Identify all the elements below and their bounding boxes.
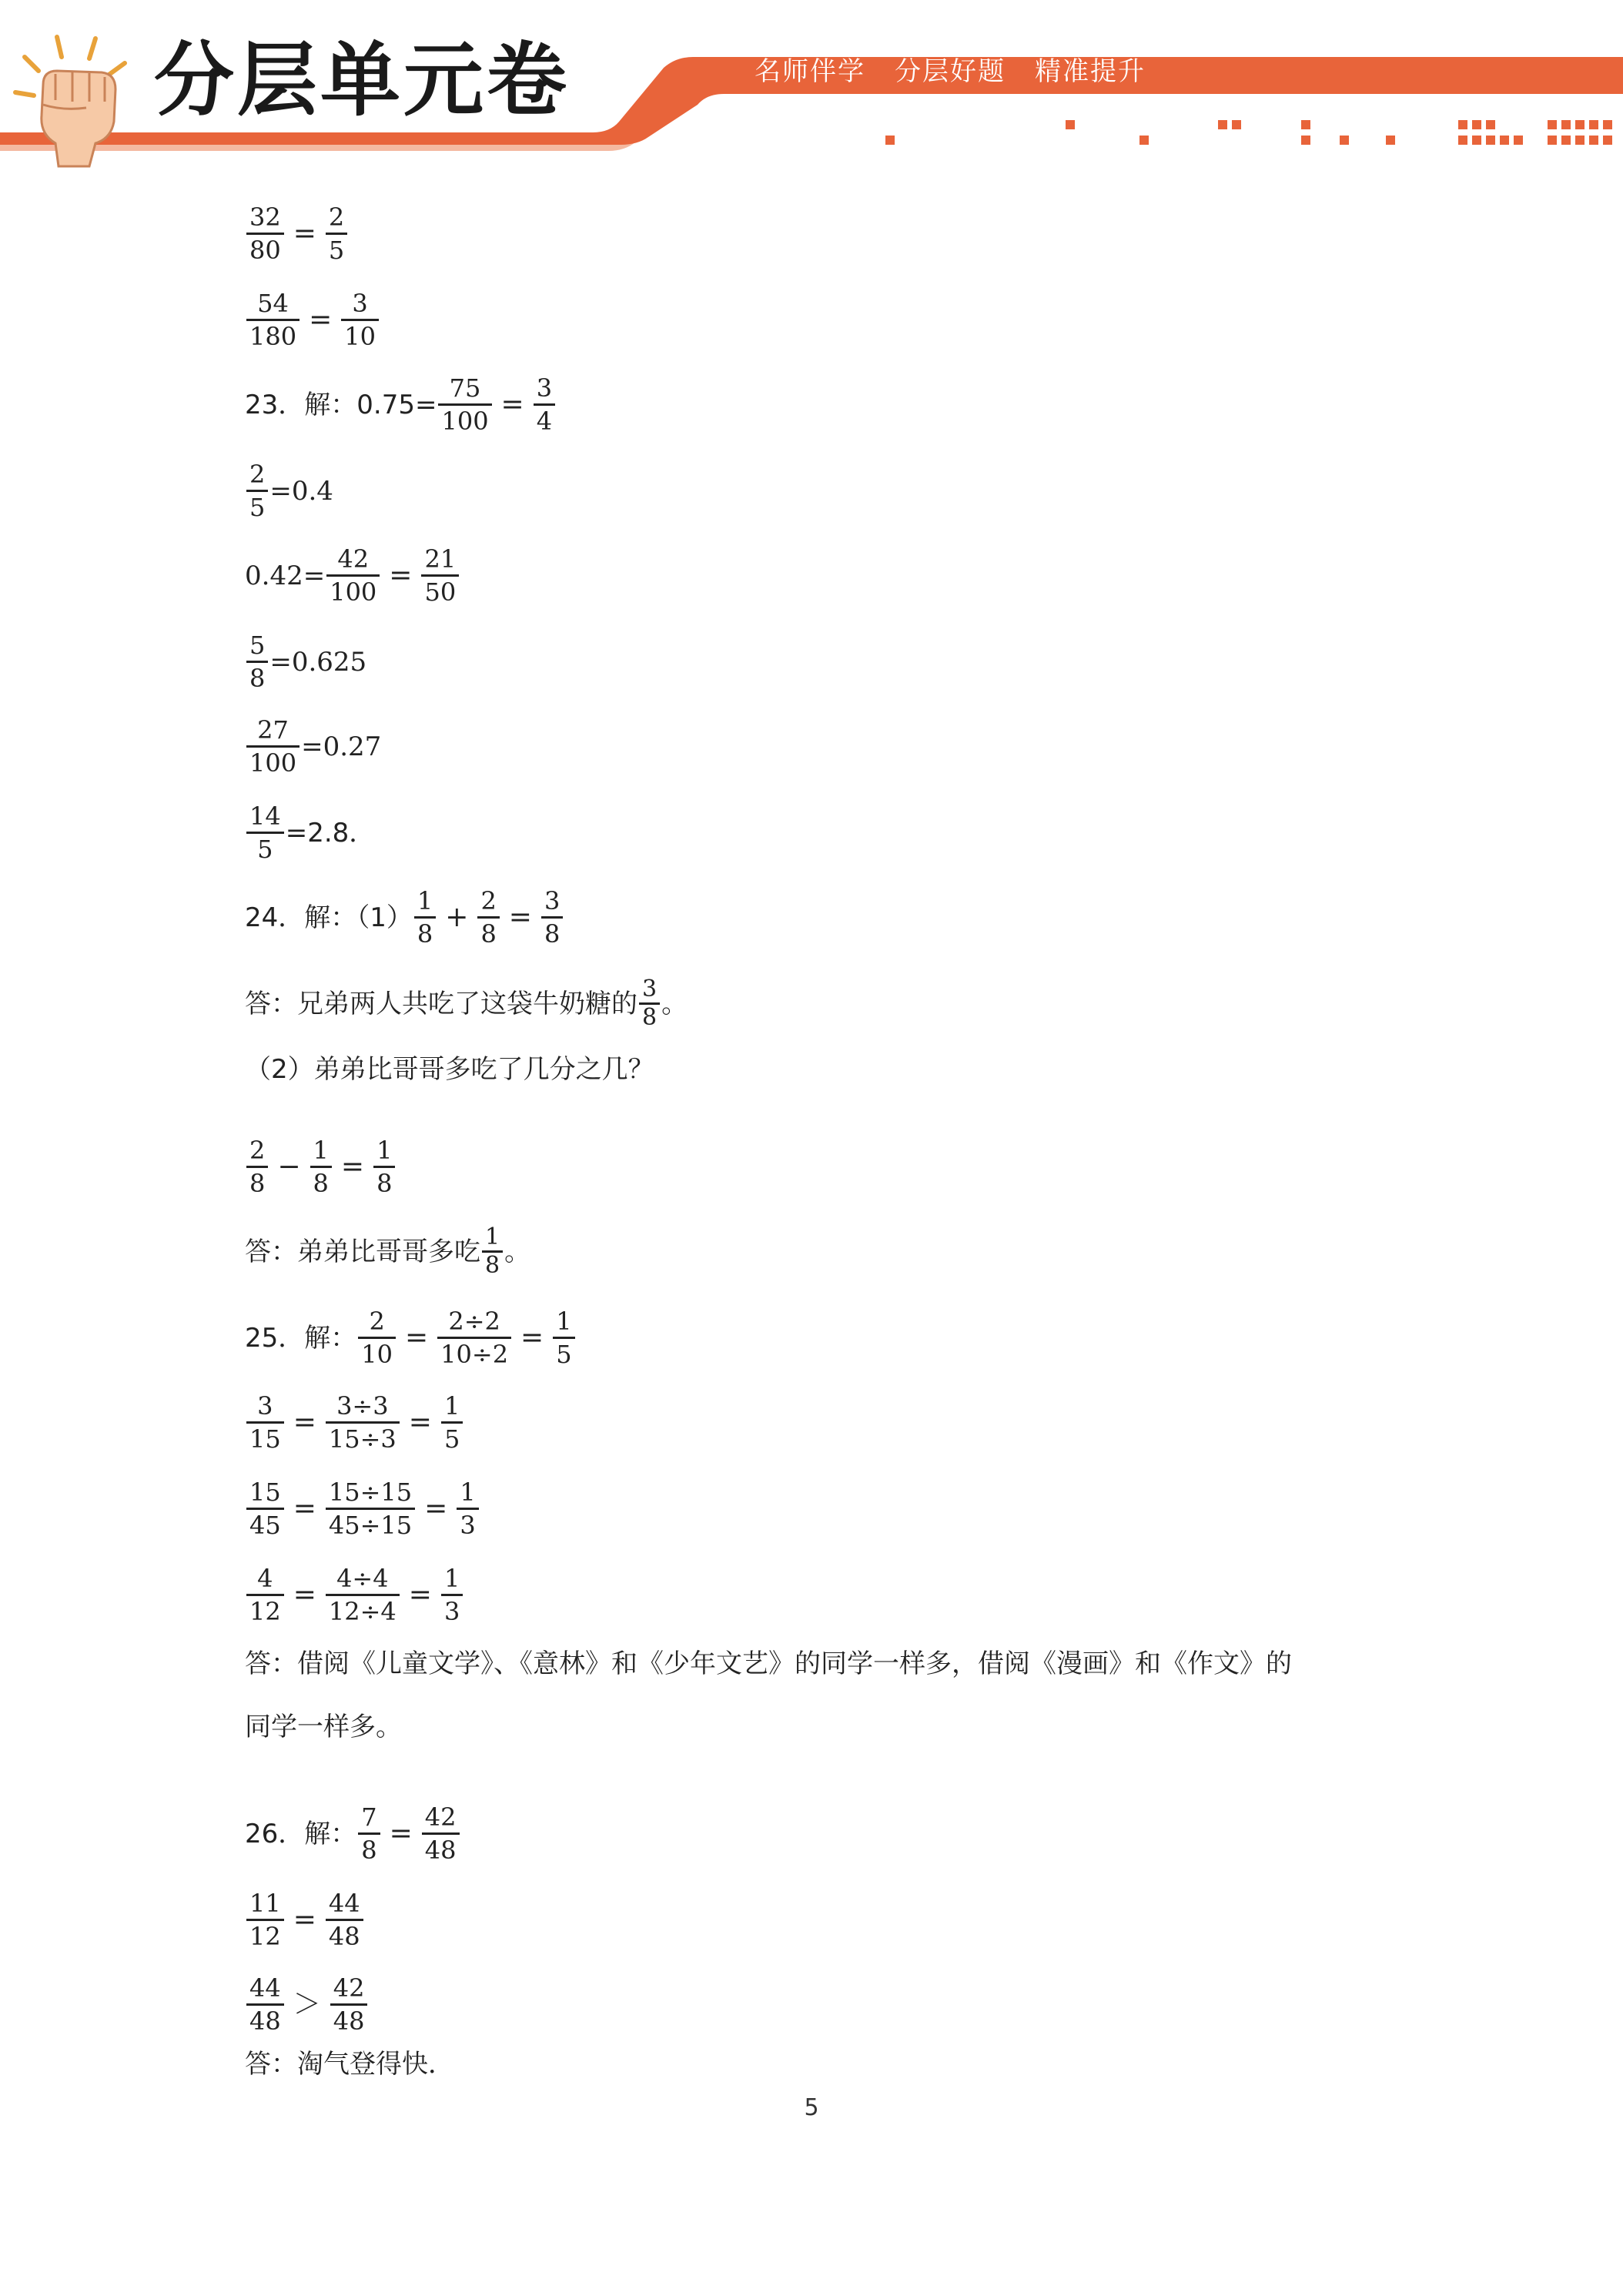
denominator: 8	[249, 1169, 266, 1198]
numerator: 2	[369, 1307, 385, 1336]
numerator: 2	[249, 460, 266, 489]
fraction	[438, 373, 491, 437]
answer-line	[245, 1224, 530, 1279]
line-text: 23．解：0.75=	[245, 389, 437, 420]
numerator: 3	[352, 289, 368, 318]
answer-line	[245, 1973, 369, 2037]
numerator: 1	[443, 1564, 460, 1593]
fraction	[246, 1391, 284, 1454]
denominator: 100	[441, 407, 489, 436]
denominator: 5	[328, 236, 345, 265]
denominator: 10	[361, 1340, 393, 1369]
slogan-3: 精准提升	[1035, 56, 1146, 87]
answer-line	[245, 801, 375, 865]
operator: =	[424, 1492, 448, 1525]
fraction	[310, 1135, 332, 1199]
numerator: 2	[249, 1136, 266, 1165]
line-text: =0.625	[269, 646, 367, 678]
numerator: 4	[257, 1564, 273, 1593]
numerator: 44	[328, 1889, 360, 1918]
denominator: 12	[249, 1922, 281, 1951]
numerator: 3	[257, 1391, 273, 1421]
denominator: 5	[257, 835, 273, 864]
line-text: 。	[661, 988, 688, 1019]
page-header	[0, 0, 1623, 169]
answer-line	[245, 288, 380, 352]
denominator: 48	[249, 2006, 281, 2036]
denominator: 10÷2	[440, 1340, 509, 1369]
denominator: 8	[313, 1169, 329, 1198]
answer-line	[245, 2049, 454, 2080]
numerator: 2	[328, 202, 345, 232]
fraction	[541, 885, 563, 949]
fraction	[534, 373, 555, 437]
answer-line	[245, 885, 564, 949]
denominator: 5	[443, 1424, 460, 1454]
answer-line	[245, 1802, 461, 1866]
denominator: 8	[376, 1169, 393, 1198]
numerator: 42	[337, 544, 370, 574]
denominator: 15÷3	[328, 1424, 397, 1454]
operator: ＞	[293, 1988, 321, 2020]
denominator: 8	[417, 919, 433, 949]
denominator: 45÷15	[328, 1511, 413, 1540]
numerator: 42	[333, 1973, 365, 2003]
fraction	[326, 1391, 400, 1454]
fraction	[246, 288, 300, 352]
answer-line	[245, 715, 381, 778]
operator: =	[293, 1492, 316, 1525]
denominator: 10	[344, 322, 376, 351]
fraction	[477, 885, 499, 949]
fraction	[358, 1306, 396, 1370]
fraction	[246, 1135, 268, 1199]
fraction	[246, 1563, 284, 1627]
fraction	[246, 1973, 284, 2037]
answer-line	[245, 1391, 464, 1454]
operator: =	[408, 1406, 432, 1438]
fraction	[246, 630, 268, 694]
slogan-2: 分层好题	[895, 56, 1006, 87]
denominator: 8	[480, 919, 497, 949]
answer-line	[245, 1648, 1292, 1679]
line-text: 同学一样多。	[245, 1712, 402, 1742]
answer-line	[245, 1888, 365, 1952]
fraction	[326, 1888, 363, 1952]
fraction	[326, 202, 347, 266]
line-text: 24．解：（1）	[245, 902, 413, 933]
denominator: 5	[249, 493, 266, 522]
fraction	[358, 1802, 380, 1866]
operator: =	[408, 1578, 432, 1611]
line-text: =2.8．	[285, 817, 376, 848]
fraction	[437, 1306, 511, 1370]
line-text: 答：弟弟比哥哥多吃	[245, 1236, 480, 1267]
operator: =	[500, 388, 524, 420]
denominator: 100	[249, 748, 297, 778]
fraction	[441, 1391, 463, 1454]
numerator: 1	[556, 1307, 572, 1336]
fraction	[246, 715, 300, 778]
answer-line	[245, 976, 688, 1031]
numerator: 75	[449, 373, 481, 403]
line-text: 。	[504, 1236, 531, 1267]
numerator: 1	[417, 886, 433, 915]
page-number: 5	[804, 2094, 819, 2121]
denominator: 15	[249, 1424, 281, 1454]
fraction	[421, 544, 459, 607]
denominator: 8	[249, 664, 266, 693]
fraction	[553, 1306, 574, 1370]
slogan-1: 名师伴学	[755, 56, 865, 87]
answer-line	[245, 1714, 402, 1740]
fraction	[457, 1477, 478, 1541]
fraction	[246, 1477, 284, 1541]
denominator: 12	[249, 1597, 281, 1626]
fraction	[373, 1135, 395, 1199]
fraction	[482, 1224, 503, 1279]
operator: =	[309, 303, 333, 336]
answer-line	[245, 1563, 464, 1627]
fraction	[246, 202, 284, 266]
denominator: 180	[249, 322, 297, 351]
numerator: 42	[424, 1802, 457, 1832]
denominator: 50	[424, 577, 457, 607]
numerator: 54	[257, 289, 289, 318]
fraction	[330, 1973, 368, 2037]
operator: =	[389, 1817, 413, 1849]
denominator: 100	[330, 577, 377, 607]
denominator: 45	[249, 1511, 281, 1540]
numerator: 1	[376, 1136, 393, 1165]
fraction	[326, 544, 380, 607]
denominator: 8	[485, 1252, 500, 1279]
denominator: 12÷4	[328, 1597, 397, 1626]
numerator: 1	[443, 1391, 460, 1421]
numerator: 11	[249, 1889, 281, 1918]
line-text: （2）弟弟比哥哥多吃了几分之几？	[245, 1054, 654, 1085]
fraction	[326, 1563, 400, 1627]
answer-line	[245, 544, 460, 607]
fraction	[414, 885, 436, 949]
denominator: 8	[642, 1004, 658, 1031]
denominator: 8	[361, 1836, 377, 1865]
numerator: 15÷15	[328, 1478, 413, 1507]
line-text: =0.27	[301, 731, 382, 762]
fraction	[441, 1563, 463, 1627]
answer-line	[245, 1056, 654, 1083]
operator: =	[389, 559, 413, 591]
operator: =	[293, 1578, 316, 1611]
numerator: 14	[249, 802, 281, 831]
dot-pattern	[885, 120, 1612, 145]
denominator: 3	[460, 1511, 476, 1540]
numerator: 7	[361, 1802, 377, 1832]
line-text: 25．解：	[245, 1322, 357, 1354]
numerator: 3	[544, 886, 561, 915]
operator: =	[404, 1321, 429, 1354]
line-text: =0.4	[269, 475, 333, 507]
fraction	[341, 288, 379, 352]
numerator: 32	[249, 202, 281, 232]
denominator: 48	[333, 2006, 365, 2036]
answer-line	[245, 1477, 480, 1541]
numerator: 1	[313, 1136, 329, 1165]
denominator: 5	[556, 1340, 572, 1369]
brand-title: 分层单元卷	[154, 33, 571, 127]
numerator: 27	[257, 715, 289, 745]
numerator: 44	[249, 1973, 281, 2003]
answer-line	[245, 1135, 397, 1199]
operator: =	[293, 1406, 316, 1438]
numerator: 5	[249, 631, 266, 660]
numerator: 15	[249, 1478, 281, 1507]
denominator: 8	[544, 919, 561, 949]
numerator: 1	[460, 1478, 476, 1507]
numerator: 3	[642, 976, 658, 1002]
numerator: 21	[424, 544, 457, 574]
answer-line	[245, 202, 349, 266]
fraction	[422, 1802, 460, 1866]
operator: −	[277, 1150, 301, 1183]
slogan	[755, 56, 1175, 87]
answer-line	[245, 459, 333, 523]
operator: +	[445, 901, 469, 933]
fraction	[246, 459, 268, 523]
fraction	[639, 976, 660, 1031]
line-text: 答：兄弟两人共吃了这袋牛奶糖的	[245, 988, 637, 1019]
operator: =	[293, 217, 316, 249]
denominator: 48	[424, 1836, 457, 1865]
denominator: 48	[328, 1922, 360, 1951]
line-text: 答：淘气登得快．	[245, 2049, 454, 2080]
denominator: 3	[443, 1597, 460, 1626]
numerator: 1	[485, 1223, 500, 1250]
answer-line	[245, 630, 366, 694]
answer-line	[245, 373, 557, 437]
line-text: 答：借阅《儿童文学》、《意林》和《少年文艺》的同学一样多，借阅《漫画》和《作文》的	[245, 1648, 1292, 1679]
fraction	[246, 801, 284, 865]
operator: =	[508, 901, 532, 933]
answer-line	[245, 1306, 577, 1370]
denominator: 4	[536, 407, 553, 436]
fraction	[246, 1888, 284, 1952]
numerator: 2÷2	[448, 1307, 500, 1336]
fraction	[326, 1477, 415, 1541]
fist-logo-icon	[9, 31, 140, 169]
line-text: 0.42=	[245, 560, 326, 591]
numerator: 3	[536, 373, 553, 403]
operator: =	[340, 1150, 365, 1183]
denominator: 80	[249, 236, 281, 265]
line-text: 26．解：	[245, 1818, 357, 1849]
numerator: 2	[480, 886, 497, 915]
operator: =	[520, 1321, 544, 1354]
operator: =	[293, 1903, 316, 1936]
numerator: 4÷4	[336, 1564, 389, 1593]
numerator: 3÷3	[336, 1391, 389, 1421]
